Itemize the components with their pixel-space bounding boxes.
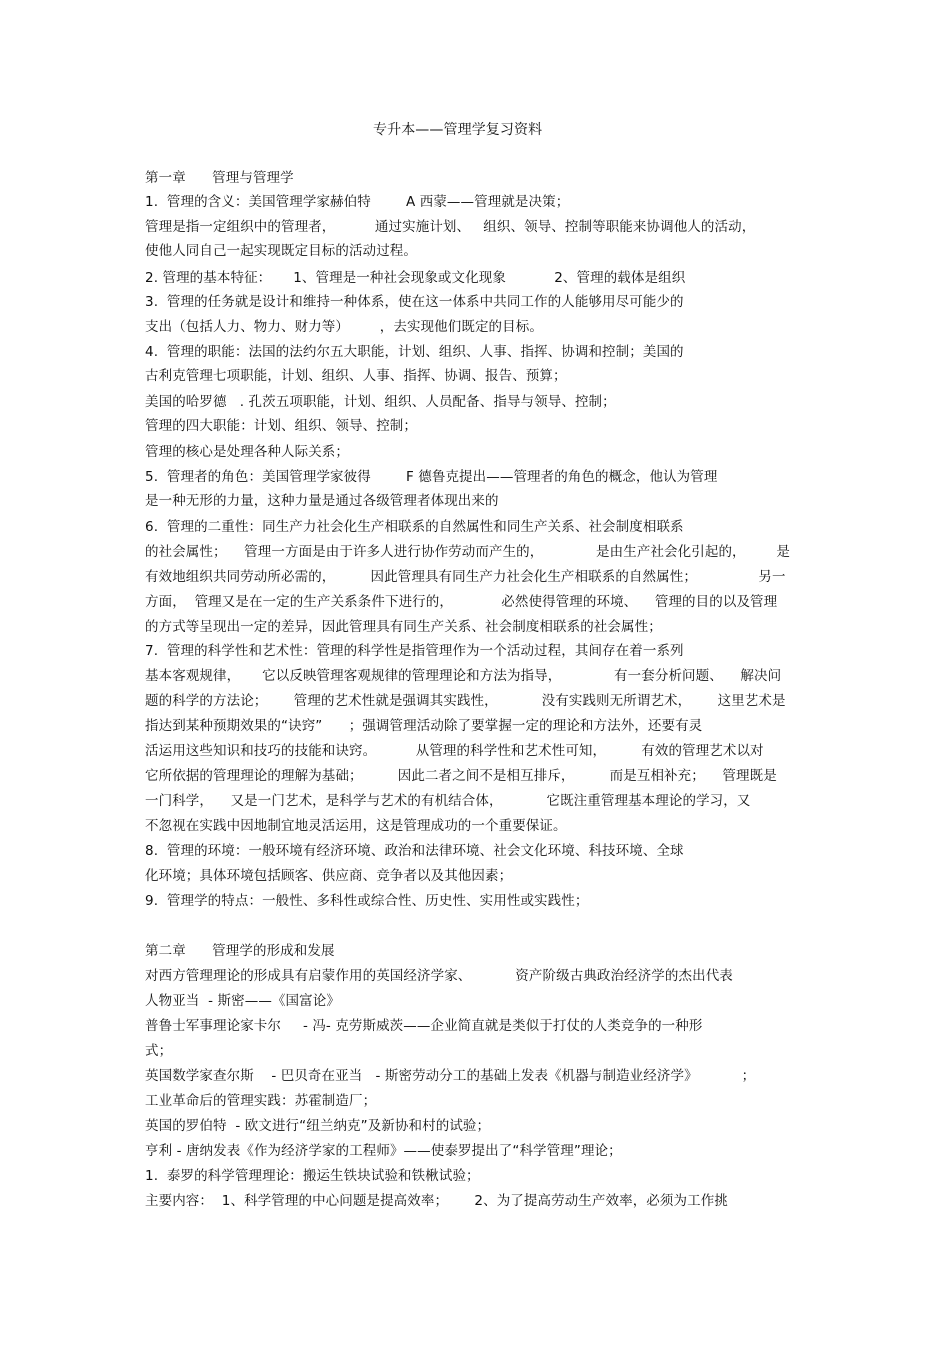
text-line: 对西方管理理论的形成具有启蒙作用的英国经济学家、 资产阶级古典政治经济学的杰出代表	[145, 968, 733, 984]
text-line: 管理是指一定组织中的管理者， 通过实施计划、 组织、领导、控制等职能来协调他人的活动，	[145, 219, 756, 235]
text-line: 不忽视在实践中因地制宜地灵活运用，这是管理成功的一个重要保证。	[145, 818, 567, 834]
text-line: 化环境；具体环境包括顾客、供应商、竞争者以及其他因素；	[145, 868, 513, 884]
text-line: 管理的核心是处理各种人际关系；	[145, 444, 349, 460]
text-line: 人物亚当 - 斯密——《国富论》	[145, 993, 340, 1009]
text-line: 使他人同自己一起实现既定目标的活动过程。	[145, 243, 417, 259]
text-line: 英国的罗伯特 - 欧文进行“纽兰纳克”及新协和村的试验；	[145, 1118, 491, 1134]
text-line: 一门科学， 又是一门艺术，是科学与艺术的有机结合体， 它既注重管理基本理论的学习，又	[145, 793, 751, 809]
text-line: 1. 泰罗的科学管理理论：搬运生铁块试验和铁楸试验；	[145, 1168, 480, 1184]
text-line: 普鲁士军事理论家卡尔 - 冯- 克劳斯威茨——企业简直就是类似于打仗的人类竞争的一种形	[145, 1018, 703, 1034]
text-line: 4. 管理的职能：法国的法约尔五大职能，计划、组织、人事、指挥、协调和控制；美国的	[145, 344, 684, 360]
text-line: 2. 管理的基本特征： 1、管理是一种社会现象或文化现象 2、管理的载体是组织	[145, 270, 686, 286]
text-line: 亨利 - 唐纳发表《作为经济学家的工程师》——使泰罗提出了“科学管理”理论；	[145, 1143, 622, 1159]
text-line: 1. 管理的含义：美国管理学家赫伯特 A 西蒙——管理就是决策；	[145, 194, 570, 210]
text-line: 有效地组织共同劳动所必需的， 因此管理具有同生产力社会化生产相联系的自然属性； 另一	[145, 569, 786, 585]
text-line: 的方式等呈现出一定的差异，因此管理具有同生产关系、社会制度相联系的社会属性；	[145, 619, 662, 635]
text-line: 它所依据的管理理论的理解为基础； 因此二者之间不是相互排斥， 而是互相补充； 管理既是	[145, 768, 777, 784]
text-line: 方面， 管理又是在一定的生产关系条件下进行的， 必然使得管理的环境、 管理的目的以及管理	[145, 594, 778, 610]
text-line: 7. 管理的科学性和艺术性：管理的科学性是指管理作为一个活动过程，其间存在着一系列	[145, 643, 684, 659]
text-line: 3. 管理的任务就是设计和维持一种体系，使在这一体系中共同工作的人能够用尽可能少的	[145, 294, 684, 310]
chapter-heading: 第一章 管理与管理学	[145, 170, 294, 186]
page-title: 专升本——管理学复习资料	[373, 122, 543, 138]
text-line: 8. 管理的环境：一般环境有经济环境、政治和法律环境、社会文化环境、科技环境、全球	[145, 843, 684, 859]
text-line: 题的科学的方法论； 管理的艺术性就是强调其实践性， 没有实践则无所谓艺术， 这里艺术是	[145, 693, 786, 709]
text-line: 式；	[145, 1043, 173, 1059]
text-line: 支出（包括人力、物力、财力等） ，去实现他们既定的目标。	[145, 319, 543, 335]
text-line: 管理的四大职能：计划、组织、领导、控制；	[145, 418, 417, 434]
text-line: 活运用这些知识和技巧的技能和诀窍。 从管理的科学性和艺术性可知， 有效的管理艺术以对	[145, 743, 764, 759]
text-line: 指达到某种预期效果的“诀窍” ；强调管理活动除了要掌握一定的理论和方法外，还要有灵	[145, 718, 703, 734]
text-line: 主要内容： 1、科学管理的中心问题是提高效率； 2、为了提高劳动生产效率，必须为工作挑	[145, 1193, 728, 1209]
chapter-heading: 第二章 管理学的形成和发展	[145, 943, 335, 959]
text-line: 工业革命后的管理实践：苏霍制造厂；	[145, 1093, 377, 1109]
text-line: 基本客观规律， 它以反映管理客观规律的管理理论和方法为指导， 有一套分析问题、 解决问	[145, 668, 782, 684]
text-line: 5. 管理者的角色：美国管理学家彼得 F 德鲁克提出——管理者的角色的概念，他认为管理	[145, 469, 718, 485]
text-line: 美国的哈罗德 . 孔茨五项职能，计划、组织、人员配备、指导与领导、控制；	[145, 394, 616, 410]
text-line: 6. 管理的二重性：同生产力社会化生产相联系的自然属性和同生产关系、社会制度相联系	[145, 519, 684, 535]
text-line: 是一种无形的力量，这种力量是通过各级管理者体现出来的	[145, 493, 499, 509]
text-line: 9. 管理学的特点：一般性、多科性或综合性、历史性、实用性或实践性；	[145, 893, 589, 909]
text-line: 的社会属性； 管理一方面是由于许多人进行协作劳动而产生的， 是由生产社会化引起的， 是	[145, 544, 790, 560]
text-line: 英国数学家查尔斯 - 巴贝奇在亚当 - 斯密劳动分工的基础上发表《机器与制造业经济学》 ；	[145, 1068, 756, 1084]
text-line: 古利克管理七项职能，计划、组织、人事、指挥、协调、报告、预算；	[145, 368, 567, 384]
